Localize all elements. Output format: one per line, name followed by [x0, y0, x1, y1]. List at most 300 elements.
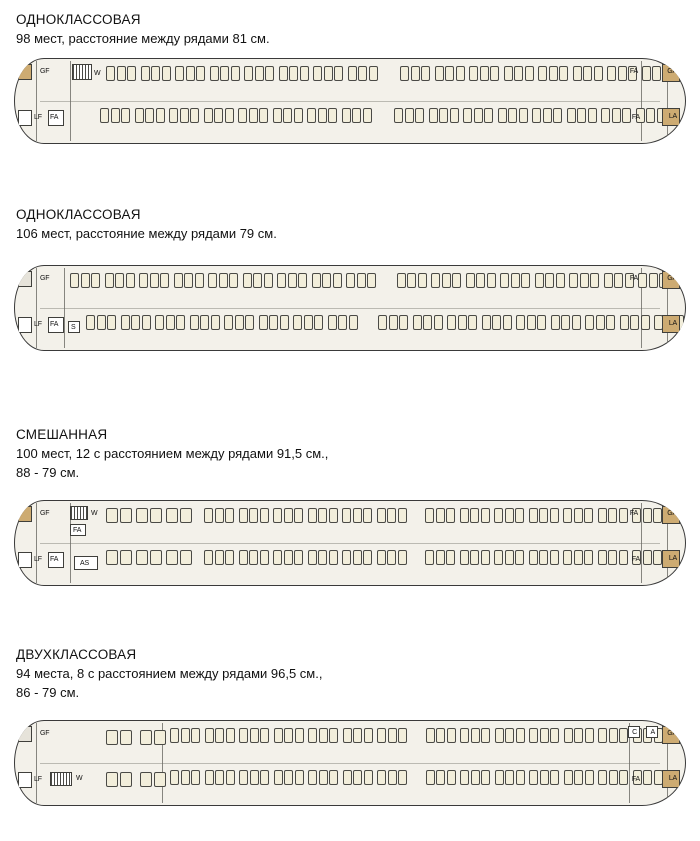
seat[interactable]: [463, 108, 472, 123]
seat[interactable]: [429, 108, 438, 123]
seat[interactable]: [574, 770, 583, 785]
seat[interactable]: [466, 273, 475, 288]
seat[interactable]: [540, 728, 549, 743]
seat[interactable]: [200, 315, 209, 330]
seat[interactable]: [349, 315, 358, 330]
seat[interactable]: [328, 108, 337, 123]
seat[interactable]: [214, 108, 223, 123]
seat[interactable]: [469, 66, 478, 81]
seat[interactable]: [363, 550, 372, 565]
seat[interactable]: [294, 550, 303, 565]
seat[interactable]: [609, 728, 618, 743]
seat[interactable]: [447, 315, 456, 330]
seat[interactable]: [516, 770, 525, 785]
seat[interactable]: [264, 273, 273, 288]
seat[interactable]: [505, 550, 514, 565]
seat[interactable]: [500, 273, 509, 288]
seat[interactable]: [260, 550, 269, 565]
seat[interactable]: [446, 508, 455, 523]
seat[interactable]: [284, 550, 293, 565]
seat[interactable]: [482, 315, 491, 330]
seat-business[interactable]: [120, 772, 132, 787]
seat[interactable]: [649, 273, 658, 288]
seat[interactable]: [260, 728, 269, 743]
seat[interactable]: [176, 315, 185, 330]
seat[interactable]: [318, 108, 327, 123]
seat[interactable]: [215, 728, 224, 743]
seat[interactable]: [567, 108, 576, 123]
seat[interactable]: [70, 273, 79, 288]
seat[interactable]: [550, 550, 559, 565]
seat[interactable]: [515, 508, 524, 523]
seat[interactable]: [239, 508, 248, 523]
seat[interactable]: [357, 273, 366, 288]
seat[interactable]: [494, 508, 503, 523]
seat[interactable]: [653, 550, 662, 565]
seat[interactable]: [86, 315, 95, 330]
seat[interactable]: [559, 66, 568, 81]
seat[interactable]: [407, 273, 416, 288]
seat[interactable]: [294, 108, 303, 123]
seat[interactable]: [504, 66, 513, 81]
seat[interactable]: [156, 108, 165, 123]
seat[interactable]: [525, 66, 534, 81]
seat[interactable]: [551, 315, 560, 330]
seat[interactable]: [293, 315, 302, 330]
seat[interactable]: [618, 66, 627, 81]
seat[interactable]: [505, 770, 514, 785]
seat[interactable]: [643, 508, 652, 523]
seat[interactable]: [563, 550, 572, 565]
seat-business[interactable]: [154, 772, 166, 787]
seat[interactable]: [609, 770, 618, 785]
seat-premium[interactable]: [180, 550, 192, 565]
seat[interactable]: [249, 108, 258, 123]
seat[interactable]: [131, 315, 140, 330]
seat[interactable]: [170, 770, 179, 785]
seat[interactable]: [471, 728, 480, 743]
seat[interactable]: [619, 770, 628, 785]
seat[interactable]: [175, 66, 184, 81]
seat[interactable]: [577, 108, 586, 123]
seat-business[interactable]: [140, 772, 152, 787]
seat[interactable]: [622, 108, 631, 123]
seat[interactable]: [300, 66, 309, 81]
seat[interactable]: [516, 315, 525, 330]
seat[interactable]: [423, 315, 432, 330]
seat[interactable]: [439, 108, 448, 123]
seat[interactable]: [121, 108, 130, 123]
seat[interactable]: [250, 728, 259, 743]
seat[interactable]: [170, 728, 179, 743]
seat[interactable]: [314, 315, 323, 330]
seat[interactable]: [219, 273, 228, 288]
seat[interactable]: [283, 108, 292, 123]
seat-premium[interactable]: [120, 550, 132, 565]
seat[interactable]: [342, 550, 351, 565]
seat[interactable]: [204, 508, 213, 523]
seat[interactable]: [445, 66, 454, 81]
seat[interactable]: [348, 66, 357, 81]
seat[interactable]: [141, 66, 150, 81]
seat-premium[interactable]: [150, 508, 162, 523]
seat[interactable]: [434, 315, 443, 330]
seat[interactable]: [389, 315, 398, 330]
seat[interactable]: [210, 66, 219, 81]
seat[interactable]: [353, 508, 362, 523]
seat[interactable]: [388, 770, 397, 785]
seat[interactable]: [273, 508, 282, 523]
seat[interactable]: [508, 108, 517, 123]
seat[interactable]: [607, 66, 616, 81]
seat[interactable]: [352, 108, 361, 123]
seat[interactable]: [643, 770, 652, 785]
seat[interactable]: [583, 66, 592, 81]
seat[interactable]: [243, 273, 252, 288]
seat[interactable]: [308, 550, 317, 565]
seat[interactable]: [329, 550, 338, 565]
seat[interactable]: [415, 108, 424, 123]
seat[interactable]: [225, 108, 234, 123]
seat[interactable]: [435, 66, 444, 81]
seat[interactable]: [308, 728, 317, 743]
seat[interactable]: [238, 108, 247, 123]
seat[interactable]: [363, 508, 372, 523]
seat[interactable]: [539, 550, 548, 565]
seat[interactable]: [519, 108, 528, 123]
seat[interactable]: [481, 728, 490, 743]
seat[interactable]: [186, 66, 195, 81]
seat[interactable]: [584, 508, 593, 523]
seat[interactable]: [211, 315, 220, 330]
seat[interactable]: [215, 770, 224, 785]
seat[interactable]: [169, 108, 178, 123]
seat[interactable]: [569, 273, 578, 288]
seat[interactable]: [145, 108, 154, 123]
seat[interactable]: [425, 508, 434, 523]
seat[interactable]: [521, 273, 530, 288]
seat[interactable]: [208, 273, 217, 288]
seat-business[interactable]: [120, 730, 132, 745]
seat[interactable]: [229, 273, 238, 288]
seat[interactable]: [367, 273, 376, 288]
seat[interactable]: [580, 273, 589, 288]
seat-premium[interactable]: [136, 550, 148, 565]
seat[interactable]: [220, 66, 229, 81]
seat[interactable]: [259, 108, 268, 123]
seat[interactable]: [492, 315, 501, 330]
seat[interactable]: [181, 770, 190, 785]
seat[interactable]: [550, 728, 559, 743]
seat[interactable]: [377, 550, 386, 565]
seat-business[interactable]: [140, 730, 152, 745]
seat[interactable]: [226, 770, 235, 785]
seat[interactable]: [127, 66, 136, 81]
seat[interactable]: [447, 770, 456, 785]
seat[interactable]: [204, 108, 213, 123]
seat[interactable]: [425, 550, 434, 565]
seat[interactable]: [377, 508, 386, 523]
seat[interactable]: [584, 550, 593, 565]
seat[interactable]: [231, 66, 240, 81]
seat[interactable]: [284, 728, 293, 743]
seat[interactable]: [181, 728, 190, 743]
seat[interactable]: [284, 508, 293, 523]
seat-premium[interactable]: [166, 550, 178, 565]
seat[interactable]: [304, 315, 313, 330]
seat[interactable]: [563, 508, 572, 523]
seat[interactable]: [527, 315, 536, 330]
seat[interactable]: [289, 66, 298, 81]
seat[interactable]: [574, 508, 583, 523]
seat[interactable]: [97, 315, 106, 330]
seat[interactable]: [516, 728, 525, 743]
seat[interactable]: [191, 770, 200, 785]
seat[interactable]: [298, 273, 307, 288]
seat-premium[interactable]: [166, 508, 178, 523]
seat[interactable]: [139, 273, 148, 288]
seat[interactable]: [585, 728, 594, 743]
seat[interactable]: [150, 273, 159, 288]
seat[interactable]: [543, 108, 552, 123]
seat[interactable]: [411, 66, 420, 81]
seat[interactable]: [573, 66, 582, 81]
seat[interactable]: [387, 550, 396, 565]
seat[interactable]: [184, 273, 193, 288]
seat-premium[interactable]: [180, 508, 192, 523]
seat[interactable]: [342, 508, 351, 523]
seat[interactable]: [105, 273, 114, 288]
seat-business[interactable]: [106, 730, 118, 745]
seat[interactable]: [225, 550, 234, 565]
seat-premium[interactable]: [106, 508, 118, 523]
seat[interactable]: [606, 315, 615, 330]
seat[interactable]: [608, 508, 617, 523]
seat[interactable]: [511, 273, 520, 288]
seat[interactable]: [550, 770, 559, 785]
seat[interactable]: [245, 315, 254, 330]
seat[interactable]: [205, 770, 214, 785]
seat[interactable]: [553, 108, 562, 123]
seat[interactable]: [318, 508, 327, 523]
seat[interactable]: [346, 273, 355, 288]
seat[interactable]: [273, 550, 282, 565]
seat[interactable]: [481, 550, 490, 565]
seat[interactable]: [318, 550, 327, 565]
seat[interactable]: [399, 315, 408, 330]
seat[interactable]: [652, 66, 661, 81]
seat[interactable]: [280, 315, 289, 330]
seat[interactable]: [574, 728, 583, 743]
seat[interactable]: [135, 108, 144, 123]
seat[interactable]: [643, 550, 652, 565]
seat[interactable]: [456, 66, 465, 81]
seat[interactable]: [126, 273, 135, 288]
seat[interactable]: [561, 315, 570, 330]
seat[interactable]: [630, 315, 639, 330]
seat-business[interactable]: [106, 772, 118, 787]
seat[interactable]: [338, 315, 347, 330]
seat[interactable]: [191, 728, 200, 743]
seat[interactable]: [641, 315, 650, 330]
seat[interactable]: [398, 508, 407, 523]
seat[interactable]: [460, 728, 469, 743]
seat[interactable]: [481, 770, 490, 785]
seat[interactable]: [364, 770, 373, 785]
seat[interactable]: [532, 108, 541, 123]
seat[interactable]: [239, 728, 248, 743]
seat[interactable]: [484, 108, 493, 123]
seat[interactable]: [653, 508, 662, 523]
seat[interactable]: [535, 273, 544, 288]
seat[interactable]: [498, 108, 507, 123]
seat[interactable]: [253, 273, 262, 288]
seat[interactable]: [378, 315, 387, 330]
seat[interactable]: [598, 550, 607, 565]
seat[interactable]: [239, 770, 248, 785]
seat[interactable]: [431, 273, 440, 288]
seat[interactable]: [239, 550, 248, 565]
seat[interactable]: [235, 315, 244, 330]
seat[interactable]: [329, 728, 338, 743]
seat[interactable]: [426, 728, 435, 743]
seat[interactable]: [255, 66, 264, 81]
seat[interactable]: [503, 315, 512, 330]
seat[interactable]: [598, 508, 607, 523]
seat[interactable]: [284, 770, 293, 785]
seat[interactable]: [620, 315, 629, 330]
seat[interactable]: [151, 66, 160, 81]
seat[interactable]: [333, 273, 342, 288]
seat[interactable]: [538, 66, 547, 81]
seat[interactable]: [601, 108, 610, 123]
seat[interactable]: [604, 273, 613, 288]
seat[interactable]: [328, 315, 337, 330]
seat[interactable]: [638, 273, 647, 288]
seat[interactable]: [474, 108, 483, 123]
seat[interactable]: [364, 728, 373, 743]
seat[interactable]: [294, 508, 303, 523]
seat[interactable]: [458, 315, 467, 330]
seat[interactable]: [295, 728, 304, 743]
seat[interactable]: [642, 66, 651, 81]
seat[interactable]: [598, 728, 607, 743]
seat[interactable]: [329, 770, 338, 785]
seat[interactable]: [398, 550, 407, 565]
seat[interactable]: [594, 66, 603, 81]
seat[interactable]: [265, 66, 274, 81]
seat[interactable]: [225, 508, 234, 523]
seat[interactable]: [619, 728, 628, 743]
seat[interactable]: [398, 770, 407, 785]
seat[interactable]: [608, 550, 617, 565]
seat[interactable]: [564, 728, 573, 743]
seat[interactable]: [121, 315, 130, 330]
seat[interactable]: [405, 108, 414, 123]
seat[interactable]: [226, 728, 235, 743]
seat[interactable]: [166, 315, 175, 330]
seat[interactable]: [614, 273, 623, 288]
seat[interactable]: [273, 108, 282, 123]
seat[interactable]: [260, 508, 269, 523]
seat[interactable]: [612, 108, 621, 123]
seat[interactable]: [529, 550, 538, 565]
seat[interactable]: [353, 728, 362, 743]
seat[interactable]: [274, 770, 283, 785]
seat[interactable]: [588, 108, 597, 123]
seat[interactable]: [515, 550, 524, 565]
seat[interactable]: [205, 728, 214, 743]
seat[interactable]: [288, 273, 297, 288]
seat[interactable]: [400, 66, 409, 81]
seat[interactable]: [460, 508, 469, 523]
seat[interactable]: [279, 66, 288, 81]
seat[interactable]: [585, 315, 594, 330]
seat[interactable]: [204, 550, 213, 565]
seat[interactable]: [111, 108, 120, 123]
seat[interactable]: [585, 770, 594, 785]
seat[interactable]: [619, 508, 628, 523]
seat[interactable]: [312, 273, 321, 288]
seat[interactable]: [413, 315, 422, 330]
seat[interactable]: [564, 770, 573, 785]
seat[interactable]: [476, 273, 485, 288]
seat[interactable]: [460, 550, 469, 565]
seat[interactable]: [100, 108, 109, 123]
seat[interactable]: [490, 66, 499, 81]
seat[interactable]: [556, 273, 565, 288]
seat[interactable]: [397, 273, 406, 288]
seat[interactable]: [319, 728, 328, 743]
seat[interactable]: [269, 315, 278, 330]
seat[interactable]: [107, 315, 116, 330]
seat[interactable]: [174, 273, 183, 288]
seat[interactable]: [537, 315, 546, 330]
seat-premium[interactable]: [136, 508, 148, 523]
seat[interactable]: [249, 508, 258, 523]
seat[interactable]: [322, 273, 331, 288]
seat[interactable]: [343, 728, 352, 743]
seat-premium[interactable]: [106, 550, 118, 565]
seat[interactable]: [308, 508, 317, 523]
seat[interactable]: [343, 770, 352, 785]
seat[interactable]: [334, 66, 343, 81]
seat[interactable]: [514, 66, 523, 81]
seat[interactable]: [495, 770, 504, 785]
seat[interactable]: [470, 550, 479, 565]
seat[interactable]: [590, 273, 599, 288]
seat[interactable]: [481, 508, 490, 523]
seat[interactable]: [295, 770, 304, 785]
seat[interactable]: [646, 108, 655, 123]
seat[interactable]: [160, 273, 169, 288]
seat[interactable]: [190, 315, 199, 330]
seat[interactable]: [244, 66, 253, 81]
seat[interactable]: [274, 728, 283, 743]
seat[interactable]: [539, 508, 548, 523]
seat[interactable]: [598, 770, 607, 785]
seat[interactable]: [421, 66, 430, 81]
seat[interactable]: [195, 273, 204, 288]
seat[interactable]: [353, 770, 362, 785]
seat[interactable]: [468, 315, 477, 330]
seat[interactable]: [329, 508, 338, 523]
seat[interactable]: [377, 770, 386, 785]
seat[interactable]: [180, 108, 189, 123]
seat[interactable]: [277, 273, 286, 288]
seat[interactable]: [480, 66, 489, 81]
seat[interactable]: [81, 273, 90, 288]
